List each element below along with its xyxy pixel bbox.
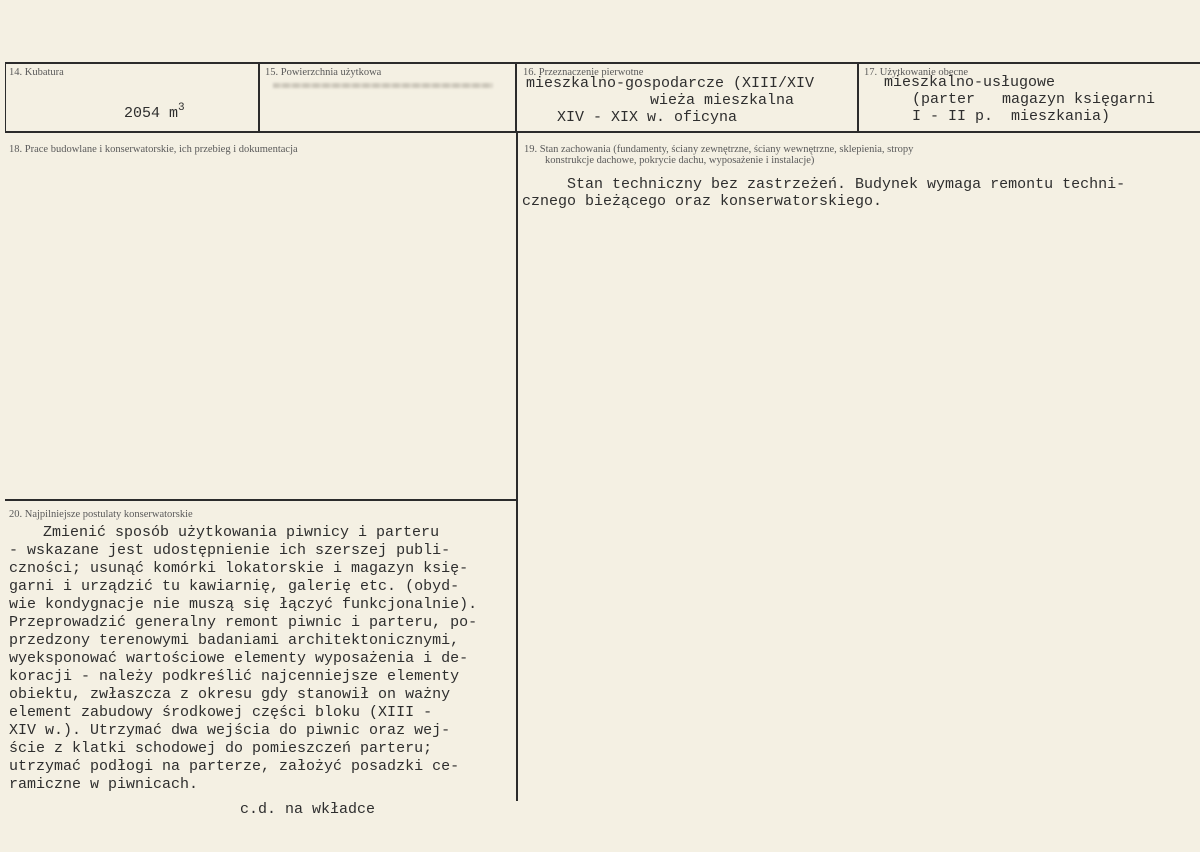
redacted-area	[273, 83, 493, 88]
f20-line-15: ramiczne w piwnicach.	[9, 776, 199, 793]
f20-line-14: utrzymać podłogi na parterze, założyć posadzki ce-	[9, 758, 460, 775]
f20-line-3: czności; usunąć komórki lokatorskie i magazyn księ-	[9, 560, 469, 577]
divider-14-15	[258, 62, 260, 133]
center-vertical-rule	[516, 131, 518, 801]
kubatura-value: 2054 m	[124, 104, 179, 122]
section-20-top-rule	[5, 499, 517, 501]
f20-line-10: obiektu, zwłaszcza z okresu gdy stanowił on ważny	[9, 686, 451, 703]
field-18-label: 18. Prace budowlane i konserwatorskie, ich przebieg i dokumentacja	[9, 144, 298, 155]
f20-footer: c.d. na wkładce	[240, 801, 376, 818]
f20-line-12: XIV w.). Utrzymać dwa wejścia do piwnic oraz wej-	[9, 722, 451, 739]
field-16-line-2: wieża mieszkalna	[650, 92, 795, 109]
field-19-label-line-2: konstrukcje dachowe, pokrycie dachu, wyposażenie i instalacje)	[545, 155, 815, 166]
field-17-label: 17. Użytkowanie obecne	[864, 67, 969, 78]
divider-15-16	[515, 62, 517, 133]
f20-line-8: wyeksponować wartościowe elementy wyposażenia i de-	[9, 650, 469, 667]
f20-line-9: koracji - należy podkreślić najcenniejsze elementy	[9, 668, 460, 685]
kubatura-exponent: 3	[178, 101, 185, 114]
field-16-label: 16. Przeznaczenie pierwotne	[523, 67, 644, 78]
field-20-label: 20. Najpilniejsze postulaty konserwatorskie	[9, 509, 193, 520]
field-14-label: 14. Kubatura	[9, 67, 64, 78]
f20-line-5: wie kondygnacje nie muszą się łączyć funkcjonalnie).	[9, 596, 478, 613]
f20-line-11: element zabudowy środkowej części bloku (XIII -	[9, 704, 433, 721]
f20-line-7: przedzony terenowymi badaniami architektonicznymi,	[9, 632, 460, 649]
field-17-line-2: (parter magazyn księgarni	[912, 91, 1156, 108]
divider-16-17	[857, 62, 859, 133]
f20-line-6: Przeprowadzić generalny remont piwnic i parteru, po-	[9, 614, 478, 631]
field-15-label: 15. Powierzchnia użytkowa	[265, 67, 382, 78]
field-17-line-1: mieszkalno-usługowe	[884, 74, 1056, 91]
top-rule	[5, 62, 1200, 64]
field-14-value	[88, 86, 185, 143]
f20-line-13: ście z klatki schodowej do pomieszczeń parteru;	[9, 740, 433, 757]
f20-line-1: Zmienić sposób użytkowania piwnicy i parteru	[43, 524, 440, 541]
f20-line-4: garni i urządzić tu kawiarnię, galerię etc. (obyd-	[9, 578, 460, 595]
f20-line-2: - wskazane jest udostępnienie ich szerszej publi-	[9, 542, 451, 559]
field-19-text-line-2: cznego bieżącego oraz konserwatorskiego.	[522, 193, 883, 210]
field-19-text-line-1: Stan techniczny bez zastrzeżeń. Budynek wymaga remontu techni-	[567, 176, 1126, 193]
field-17-line-3: I - II p. mieszkania)	[912, 108, 1111, 125]
field-19-label-line-1: 19. Stan zachowania (fundamenty, ściany zewnętrzne, ściany wewnętrzne, sklepienia, stropy	[524, 144, 914, 155]
field-16-line-1: mieszkalno-gospodarcze (XIII/XIV	[526, 75, 815, 92]
left-edge-rule	[5, 62, 6, 133]
field-16-line-3: XIV - XIX w. oficyna	[557, 109, 738, 126]
